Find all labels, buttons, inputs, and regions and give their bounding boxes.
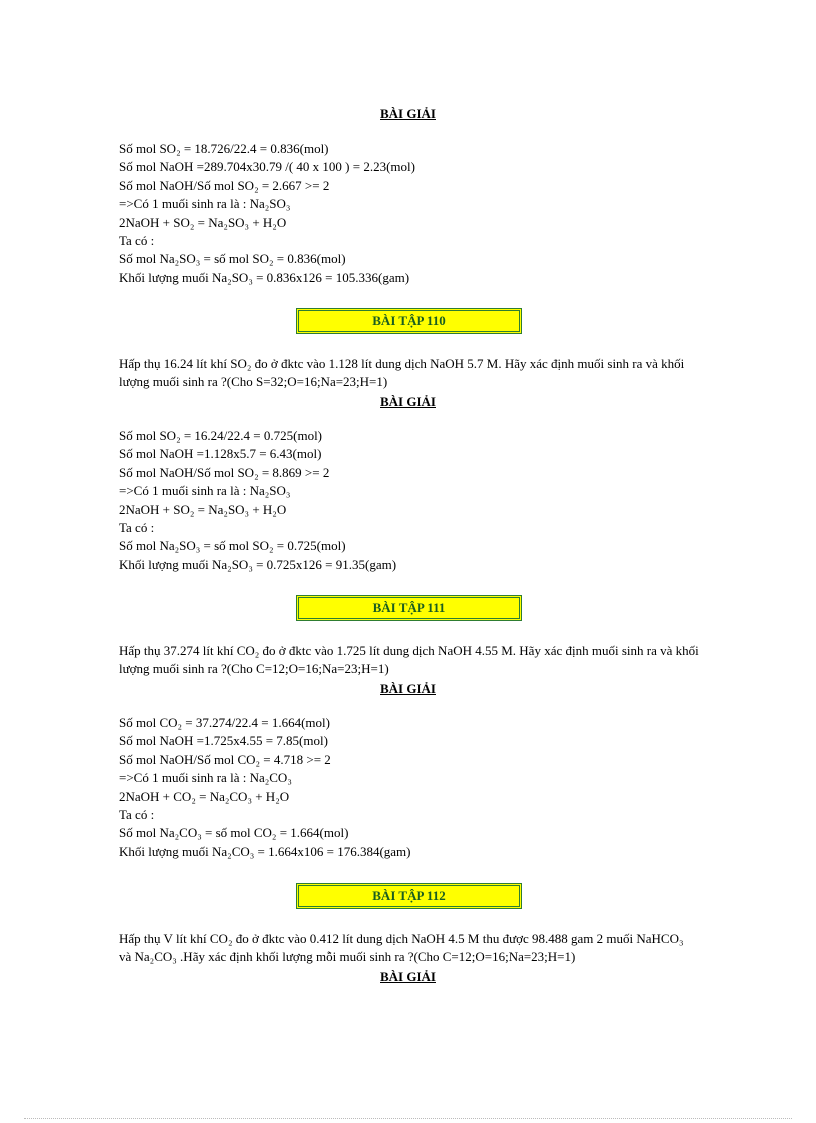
solution-line: Khối lượng muối Na₂SO₃ = 0.725x126 = 91.35(gam): [119, 556, 397, 572]
solution-block-111: [119, 714, 411, 861]
solution-line: Khối lượng muối Na₂CO₃ = 1.664x106 = 176.384(gam): [119, 843, 411, 859]
solution-line: Ta có :: [119, 519, 155, 535]
solution-line: Số mol Na₂CO₃ = số mol CO₂ = 1.664(mol): [119, 825, 349, 841]
solution-heading: BÀI GIẢI: [380, 106, 436, 121]
solution-block-110: [119, 427, 396, 574]
exercise-title-box-112: [296, 883, 522, 909]
solution-line: Số mol Na₂SO₃ = số mol SO₂ = 0.836(mol): [119, 251, 346, 267]
solution-line: Số mol Na₂SO₃ = số mol SO₂ = 0.725(mol): [119, 538, 346, 554]
solution-heading: BÀI GIẢI: [380, 681, 436, 696]
solution-line: Số mol SO₂ = 16.24/22.4 = 0.725(mol): [119, 428, 323, 443]
solution-line: Số mol NaOH/Số mol CO₂ = 4.718 >= 2: [119, 751, 331, 767]
exercise-title: BÀI TẬP 111: [372, 600, 446, 615]
solution-line: Ta có :: [119, 232, 155, 248]
exercise-title: BÀI TẬP 110: [372, 313, 446, 328]
solution-line: Số mol NaOH/Số mol SO₂ = 8.869 >= 2: [119, 464, 330, 480]
exercise-title-box-111: [296, 595, 522, 621]
solution-line: 2NaOH + SO₂ = Na₂SO₃ + H₂O: [119, 214, 287, 230]
problem-statement-112: Hấp thụ V lít khí CO₂ đo ở đktc vào 0.412 lít dung dịch NaOH 4.5 M thu được 98.488 gam 2 muối NaHCO₃ và Na₂CO₃ .Hãy xác định khối lượng mỗi muối sinh ra ?(Cho C=12;O=16;Na=23;H=1): [119, 931, 684, 964]
solution-line: 2NaOH + CO₂ = Na₂CO₃ + H₂O: [119, 788, 290, 804]
solution-line: Số mol NaOH/Số mol SO₂ = 2.667 >= 2: [119, 177, 330, 193]
solution-line: Số mol CO₂ = 37.274/22.4 = 1.664(mol): [119, 715, 330, 730]
solution-line: Số mol NaOH =289.704x30.79 /( 40 x 100 ) = 2.23(mol): [119, 159, 415, 175]
solution-heading: BÀI GIẢI: [380, 394, 436, 409]
exercise-title-box-110: [296, 308, 522, 334]
exercise-title: BÀI TẬP 112: [372, 888, 446, 903]
solution-line: =>Có 1 muối sinh ra là : Na₂SO₃: [119, 483, 291, 499]
page-bottom-rule: [24, 1118, 792, 1119]
solution-line: 2NaOH + SO₂ = Na₂SO₃ + H₂O: [119, 501, 287, 517]
solution-line: =>Có 1 muối sinh ra là : Na₂CO₃: [119, 770, 292, 786]
solution-line: =>Có 1 muối sinh ra là : Na₂SO₃: [119, 196, 291, 212]
solution-line: Khối lượng muối Na₂SO₃ = 0.836x126 = 105.336(gam): [119, 269, 410, 285]
problem-statement-111: Hấp thụ 37.274 lít khí CO₂ đo ở đktc vào 1.725 lít dung dịch NaOH 4.55 M. Hãy xác định muối sinh ra và khối lượng muối sinh ra ?(Cho C=12;O=16;Na=23;H=1): [119, 643, 699, 676]
solution-line: Số mol NaOH =1.128x5.7 = 6.43(mol): [119, 446, 322, 462]
solution-block-109: [119, 140, 415, 287]
solution-line: Số mol SO₂ = 18.726/22.4 = 0.836(mol): [119, 141, 329, 156]
problem-statement-110: Hấp thụ 16.24 lít khí SO₂ đo ở đktc vào 1.128 lít dung dịch NaOH 5.7 M. Hãy xác định muối sinh ra và khối lượng muối sinh ra ?(Cho S=32;O=16;Na=23;H=1): [119, 356, 685, 389]
solution-line: Ta có :: [119, 806, 155, 822]
solution-line: Số mol NaOH =1.725x4.55 = 7.85(mol): [119, 733, 328, 749]
solution-heading: BÀI GIẢI: [380, 969, 436, 984]
